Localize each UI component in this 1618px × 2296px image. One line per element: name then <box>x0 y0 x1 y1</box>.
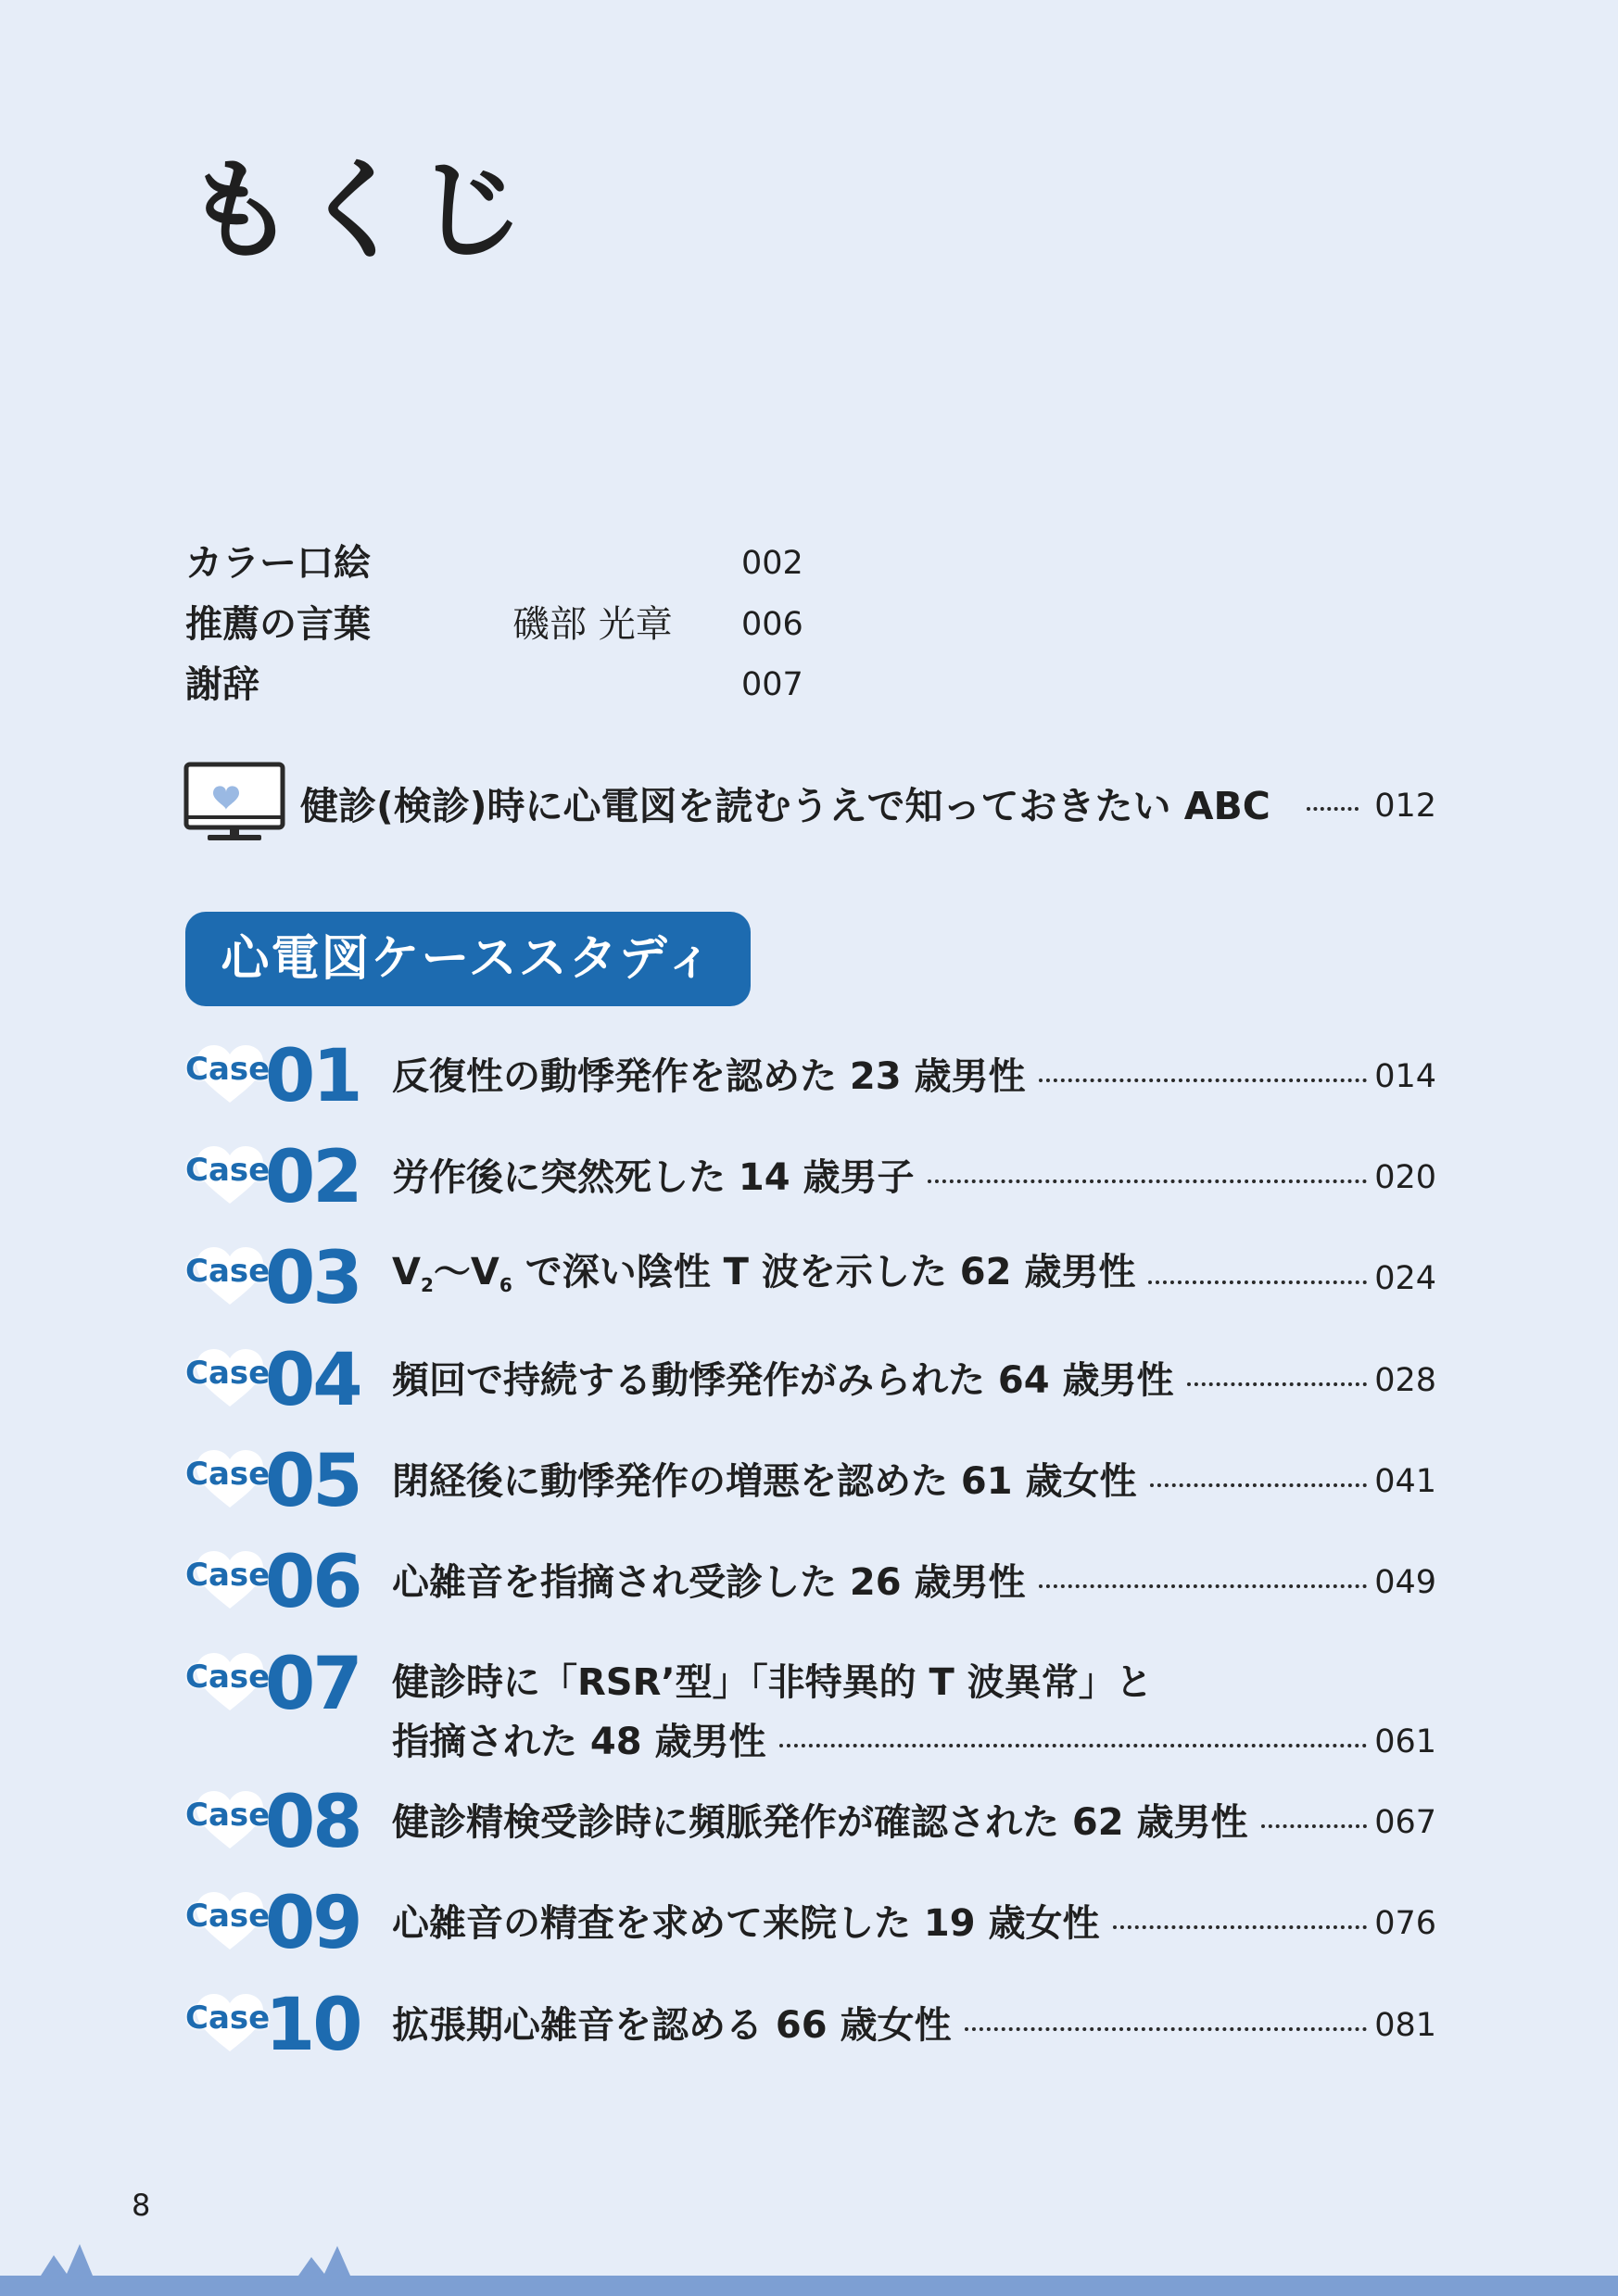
page-number: 8 <box>132 2188 151 2223</box>
case-title-tilde: 〜 <box>433 1251 471 1293</box>
case-label: Case <box>185 1659 271 1696</box>
case-title: 健診精検受診時に頻脈発作が確認された 62 歳男性 <box>392 1801 1248 1844</box>
front-matter-page: 002 <box>741 545 803 582</box>
case-page: 020 <box>1374 1159 1436 1196</box>
case-number: 02 <box>265 1136 360 1219</box>
case-title-v-end: V <box>470 1251 499 1293</box>
case-page: 041 <box>1374 1463 1436 1500</box>
case-label: Case <box>185 1355 271 1392</box>
bottom-wave-band <box>0 2233 1618 2296</box>
case-title-v-start: V <box>392 1251 421 1293</box>
case-row[interactable] <box>183 1440 1436 1523</box>
case-row[interactable] <box>183 1339 1436 1422</box>
case-badge <box>183 1781 360 1864</box>
leader-dots <box>779 1744 1368 1747</box>
case-page: 061 <box>1374 1723 1436 1760</box>
case-badge <box>183 1440 360 1523</box>
leader-dots <box>965 2027 1368 2031</box>
front-matter-label: 謝辞 <box>185 663 259 706</box>
case-title-line2: 指摘された 48 歳男性 <box>392 1721 766 1763</box>
case-label: Case <box>185 1152 271 1189</box>
section-heading: 心電図ケーススタディ <box>185 912 751 1006</box>
leader-dots <box>1039 1079 1368 1082</box>
abc-title: 健診(検診)時に心電図を読むうえで知っておきたい ABC <box>300 784 1270 828</box>
case-row[interactable] <box>183 1781 1436 1864</box>
case-row[interactable] <box>183 1136 1436 1219</box>
case-label: Case <box>185 2000 271 2037</box>
leader-dots <box>928 1180 1368 1183</box>
case-badge <box>183 1035 360 1118</box>
case-page: 081 <box>1374 2007 1436 2044</box>
case-badge <box>183 1136 360 1219</box>
case-row[interactable] <box>183 1541 1436 1624</box>
front-matter-page: 006 <box>741 606 803 643</box>
case-number: 10 <box>265 1984 360 2067</box>
page-title: もくじ <box>185 146 531 274</box>
leader-dots <box>1039 1584 1368 1588</box>
case-badge <box>183 1882 360 1965</box>
case-title: 閉経後に動悸発作の増悪を認めた 61 歳女性 <box>392 1460 1137 1503</box>
case-number: 06 <box>265 1541 360 1624</box>
case-page: 028 <box>1374 1362 1436 1399</box>
case-page: 024 <box>1374 1260 1436 1297</box>
case-number: 08 <box>265 1781 360 1864</box>
case-badge <box>183 1984 360 2067</box>
leader-dots <box>1113 1925 1368 1929</box>
leader-dots <box>1187 1382 1368 1386</box>
case-row[interactable] <box>183 1035 1436 1118</box>
case-row[interactable] <box>183 1237 1436 1320</box>
case-label: Case <box>185 1253 271 1290</box>
case-badge <box>183 1643 360 1726</box>
case-title-rest: で深い陰性 T 波を示した 62 歳男性 <box>512 1251 1136 1293</box>
case-label: Case <box>185 1557 271 1594</box>
front-matter-label: カラー口絵 <box>185 542 371 585</box>
case-page: 067 <box>1374 1804 1436 1841</box>
case-badge <box>183 1541 360 1624</box>
case-title: 心雑音を指摘され受診した 26 歳男性 <box>392 1561 1026 1604</box>
case-page: 014 <box>1374 1058 1436 1095</box>
case-title: 心雑音の精査を求めて来院した 19 歳女性 <box>392 1902 1100 1945</box>
case-number: 07 <box>265 1643 360 1726</box>
case-label: Case <box>185 1797 271 1834</box>
case-number: 09 <box>265 1882 360 1965</box>
case-page: 076 <box>1374 1905 1436 1942</box>
leader-dots <box>1148 1280 1367 1284</box>
front-matter-page: 007 <box>741 666 803 703</box>
case-row[interactable] <box>183 1984 1436 2067</box>
case-number: 01 <box>265 1035 360 1118</box>
case-title: 反復性の動悸発作を認めた 23 歳男性 <box>392 1055 1026 1098</box>
case-title-sub-start: 2 <box>420 1274 434 1296</box>
case-title: 労作後に突然死した 14 歳男子 <box>392 1156 915 1199</box>
case-title: 拡張期心雑音を認める 66 歳女性 <box>392 2004 952 2047</box>
case-label: Case <box>185 1456 271 1493</box>
case-row[interactable] <box>183 1643 1436 1777</box>
leader-dots <box>1261 1824 1368 1828</box>
case-title-sub-end: 6 <box>499 1274 512 1296</box>
case-number: 03 <box>265 1237 360 1320</box>
case-number: 05 <box>265 1440 360 1523</box>
case-title: 頻回で持続する動悸発作がみられた 64 歳男性 <box>392 1359 1174 1402</box>
abc-page: 012 <box>1374 788 1436 825</box>
leader-dots <box>1307 807 1359 811</box>
abc-entry[interactable] <box>183 762 1436 851</box>
leader-dots <box>1150 1483 1368 1487</box>
case-badge <box>183 1237 360 1320</box>
case-badge <box>183 1339 360 1422</box>
case-label: Case <box>185 1051 271 1088</box>
front-matter-author: 磯部 光章 <box>512 603 673 646</box>
case-page: 049 <box>1374 1564 1436 1601</box>
case-title <box>392 1244 1135 1313</box>
case-label: Case <box>185 1898 271 1935</box>
case-row[interactable] <box>183 1882 1436 1965</box>
case-title-line1: 健診時に「RSR’型」「非特異的 T 波異常」と <box>392 1661 1153 1704</box>
monitor-heart-icon <box>183 762 287 845</box>
case-number: 04 <box>265 1339 360 1422</box>
front-matter-label: 推薦の言葉 <box>185 603 371 646</box>
